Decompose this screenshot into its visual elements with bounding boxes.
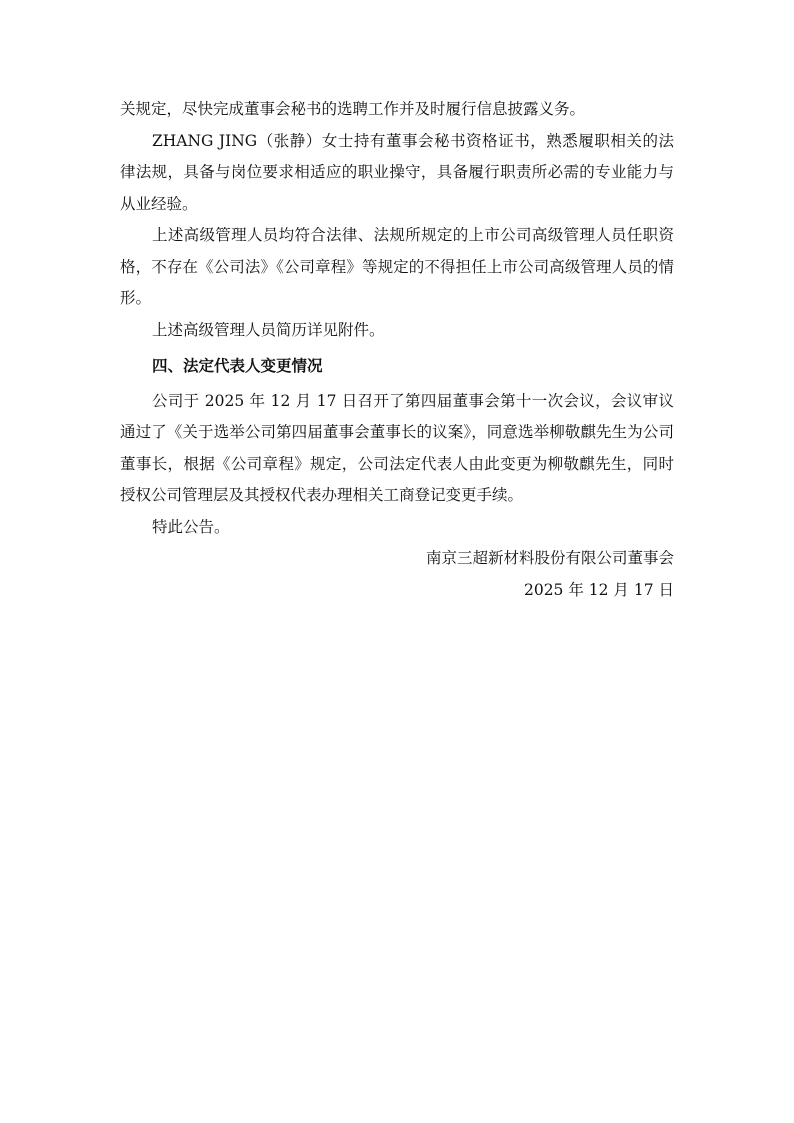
paragraph-secretary-qualification: ZHANG JING（张静）女士持有董事会秘书资格证书，熟悉履职相关的法律法规，具备与岗位要求相适应的职业操守，具备履行职责所必需的专业能力与从业经验。	[120, 131, 674, 213]
signature-date: 2025 年 12 月 17 日	[523, 580, 674, 599]
paragraph-executive-eligibility: 上述高级管理人员均符合法律、法规所规定的上市公司高级管理人员任职资格，不存在《公司法》《公司章程》等规定的不得担任上市公司高级管理人员的情形。	[120, 226, 674, 307]
signature-organization: 南京三超新材料股份有限公司董事会	[425, 549, 674, 567]
paragraph-continuation: 关规定，尽快完成董事会秘书的选聘工作并及时履行信息披露义务。	[120, 100, 586, 118]
document-page	[120, 94, 674, 606]
paragraph-closing: 特此公告。	[152, 517, 230, 536]
section-heading: 四、法定代表人变更情况	[152, 356, 323, 375]
paragraph-resume-reference: 上述高级管理人员简历详见附件。	[152, 320, 385, 339]
paragraph-legal-representative-change: 公司于 2025 年 12 月 17 日召开了第四届董事会第十一次会议，会议审议通过了《关于选举公司第四届董事会董事长的议案》，同意选举柳敬麒先生为公司董事长，根据《公司章程》规定，公司法定代表人由此变更为柳敬麒先生，同时授权公司管理层及其授权代表办理相关工商登记变更手续。	[120, 391, 674, 504]
